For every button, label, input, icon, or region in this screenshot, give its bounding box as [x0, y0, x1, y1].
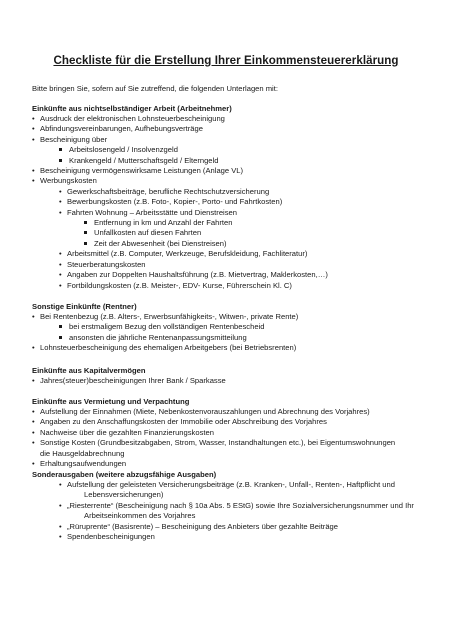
bullet-icon: • — [59, 480, 62, 489]
item-text: Spendenbescheinigungen — [67, 532, 155, 542]
item-text: Bescheinigung vermögenswirksame Leistungen (Anlage VL) — [40, 166, 244, 176]
sub-list-item — [32, 145, 432, 155]
sub-list-item — [32, 249, 432, 259]
square-bullet-icon — [59, 325, 62, 328]
item-text: Krankengeld / Mutterschaftsgeld / Elterngeld — [69, 155, 219, 165]
item-text: Fahrten Wohnung – Arbeitsstätte und Dienstreisen — [67, 207, 237, 217]
item-text: Gewerkschaftsbeiträge, berufliche Rechtschutzversicherung — [67, 186, 270, 196]
item-text: Erhaltungsaufwendungen — [40, 459, 127, 469]
list-item — [32, 135, 432, 145]
section-special-expenses — [32, 470, 432, 542]
item-text: Nachweise über die gezahlten Finanzierungskosten — [40, 427, 214, 437]
item-text: Bescheinigung über — [40, 134, 108, 144]
item-text: Lebensversicherungen) — [84, 490, 164, 500]
section-rental — [32, 397, 432, 469]
item-text: die Hausgeldabrechnung — [40, 448, 125, 458]
list-item — [32, 428, 432, 438]
section-heading: Einkünfte aus nichtselbständiger Arbeit (Arbeitnehmer) — [32, 104, 232, 113]
intro-text: Bitte bringen Sie, sofern auf Sie zutreffend, die folgenden Unterlagen mit: — [32, 84, 278, 93]
bullet-icon: • — [59, 280, 62, 290]
bullet-icon: • — [32, 176, 35, 186]
item-text: Unfallkosten auf diesen Fahrten — [94, 228, 202, 238]
list-item-continuation — [32, 449, 432, 459]
item-text: Aufstellung der Einnahmen (Miete, Nebenkostenvorauszahlungen und Abrechnung des Vorjahres) — [40, 407, 370, 416]
bullet-icon: • — [32, 438, 35, 448]
bullet-icon: • — [59, 249, 62, 259]
bullet-icon: • — [59, 500, 62, 510]
sub-list-item — [32, 281, 432, 291]
document-title: Checkliste für die Erstellung Ihrer Einkommensteuererklärung — [53, 54, 399, 67]
square-bullet-icon — [59, 159, 62, 162]
list-item — [32, 124, 432, 134]
bullet-icon: • — [59, 270, 62, 280]
square-bullet-icon — [59, 336, 62, 339]
section-heading: Einkünfte aus Vermietung und Verpachtung — [32, 397, 190, 406]
square-bullet-icon — [59, 148, 62, 151]
bullet-icon: • — [32, 114, 35, 123]
item-text: bei erstmaligem Bezug den vollständigen Rentenbescheid — [69, 322, 265, 332]
item-text: Zeit der Abwesenheit (bei Dienstreisen) — [94, 238, 227, 248]
item-text: Abfindungsvereinbarungen, Aufhebungsverträge — [40, 124, 203, 134]
item-text: Sonstige Kosten (Grundbesitzabgaben, Strom, Wasser, Instandhaltungen etc.), bei Eigentumswohnungen — [40, 438, 396, 448]
item-text: Werbungskosten — [40, 176, 97, 186]
list-item-continuation — [32, 490, 432, 500]
item-text: „Riesterrente“ (Bescheinigung nach § 10a Abs. 5 EStG) sowie Ihre Sozialversicherungsnummer und Ihr — [67, 500, 414, 510]
bullet-icon: • — [32, 312, 35, 321]
bullet-icon: • — [59, 259, 62, 269]
sub-sub-list-item — [32, 228, 432, 238]
sub-list-item — [32, 322, 432, 332]
item-text: Ausdruck der elektronischen Lohnsteuerbescheinigung — [40, 114, 225, 123]
item-text: ansonsten die jährliche Rentenanpassungsmitteilung — [69, 332, 247, 342]
list-item — [32, 114, 432, 124]
list-item — [32, 438, 432, 448]
list-item — [32, 459, 432, 469]
section-heading: Sonderausgaben (weitere abzugsfähige Ausgaben) — [32, 470, 217, 479]
item-text: Arbeitseinkommen des Vorjahres — [84, 511, 196, 521]
item-text: Bei Rentenbezug (z.B. Alters-, Erwerbsunfähigkeits-, Witwen-, private Rente) — [40, 312, 299, 321]
sub-sub-list-item — [32, 239, 432, 249]
bullet-icon: • — [32, 376, 35, 385]
sub-list-item — [32, 532, 432, 542]
list-item — [32, 407, 432, 417]
section-heading: Einkünfte aus Kapitalvermögen — [32, 366, 146, 375]
bullet-icon: • — [32, 427, 35, 437]
bullet-icon: • — [32, 417, 35, 427]
bullet-icon: • — [32, 343, 35, 353]
bullet-icon: • — [59, 207, 62, 217]
item-text: Angaben zu den Anschaffungskosten der Immobilie oder Abschreibung des Vorjahres — [40, 417, 327, 427]
item-text: Lohnsteuerbescheinigung des ehemaligen Arbeitgebers (bei Betriebsrenten) — [40, 343, 297, 353]
section-heading: Sonstige Einkünfte (Rentner) — [32, 302, 137, 311]
sub-list-item — [32, 501, 432, 511]
bullet-icon: • — [32, 166, 35, 176]
item-text: „Rüruprente“ (Basisrente) – Bescheinigung des Anbieters über gezahlte Beiträge — [67, 521, 339, 531]
sub-list-item — [32, 333, 432, 343]
item-text: Steuerberatungskosten — [67, 259, 146, 269]
bullet-icon: • — [59, 532, 62, 542]
bullet-icon: • — [32, 134, 35, 144]
item-text: Entfernung in km und Anzahl der Fahrten — [94, 218, 233, 228]
bullet-icon: • — [59, 521, 62, 531]
list-item — [32, 176, 432, 186]
square-bullet-icon — [84, 242, 87, 245]
section-capital — [32, 366, 432, 386]
sub-list-item — [32, 208, 432, 218]
section-pension — [32, 302, 432, 354]
bullet-icon: • — [32, 459, 35, 469]
list-item — [32, 312, 432, 322]
bullet-icon: • — [32, 407, 35, 416]
list-item — [32, 343, 432, 353]
item-text: Arbeitslosengeld / Insolvenzgeld — [69, 145, 178, 155]
item-text: Jahres(steuer)bescheinigungen Ihrer Bank / Sparkasse — [40, 376, 226, 385]
item-text: Angaben zur Doppelten Haushaltsführung (z.B. Mietvertrag, Maklerkosten,…) — [67, 270, 328, 280]
bullet-icon: • — [59, 197, 62, 207]
sub-list-item — [32, 522, 432, 532]
bullet-icon: • — [32, 124, 35, 134]
bullet-icon: • — [59, 186, 62, 196]
sub-list-item — [32, 270, 432, 280]
sub-list-item — [32, 187, 432, 197]
item-text: Fortbildungskosten (z.B. Meister-, EDV- Kurse, Führerschein Kl. C) — [67, 280, 292, 290]
sub-list-item — [32, 156, 432, 166]
list-item-continuation — [32, 511, 432, 521]
sub-sub-list-item — [32, 218, 432, 228]
item-text: Aufstellung der geleisteten Versicherungsbeiträge (z.B. Kranken-, Unfall-, Renten-, Haftpflicht und — [67, 480, 395, 489]
sub-list-item — [32, 480, 432, 490]
sub-list-item — [32, 260, 432, 270]
list-item — [32, 376, 432, 386]
item-text: Bewerbungskosten (z.B. Foto-, Kopier-, Porto- und Fahrtkosten) — [67, 197, 283, 207]
section-employment — [32, 104, 432, 291]
list-item — [32, 417, 432, 427]
item-text: Arbeitsmittel (z.B. Computer, Werkzeuge, Berufskleidung, Fachliteratur) — [67, 249, 308, 259]
list-item — [32, 166, 432, 176]
square-bullet-icon — [84, 231, 87, 234]
square-bullet-icon — [84, 221, 87, 224]
sub-list-item — [32, 197, 432, 207]
